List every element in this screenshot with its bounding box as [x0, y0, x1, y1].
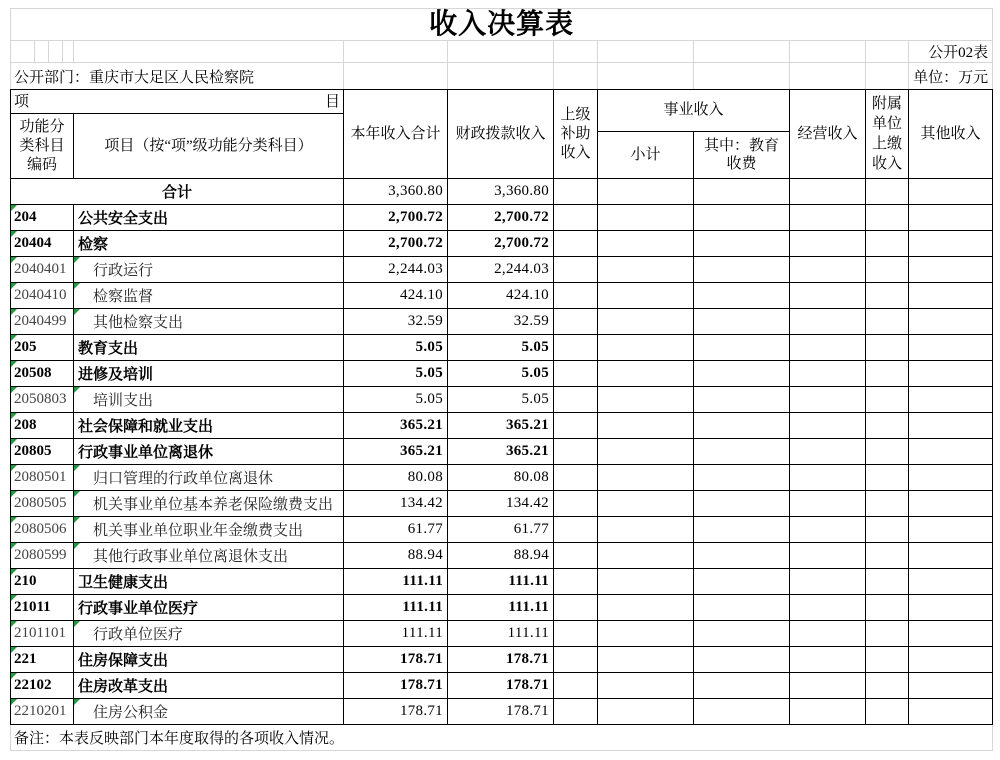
education-fee-cell	[694, 387, 790, 413]
table-row	[11, 283, 993, 309]
fiscal-income-cell: 2,244.03	[448, 257, 554, 283]
empty-grid-cell	[790, 41, 866, 63]
fiscal-income-cell: 111.11	[448, 595, 554, 621]
superior-subsidy-cell	[554, 491, 598, 517]
item-name-cell: 行政单位医疗	[74, 621, 344, 647]
item-name-cell: 其他检察支出	[74, 309, 344, 335]
item-name-cell: 其他行政事业单位离退休支出	[74, 543, 344, 569]
item-name-cell: 公共安全支出	[74, 205, 344, 231]
education-fee-header	[694, 132, 790, 179]
department-row	[11, 63, 993, 90]
item-header	[11, 90, 344, 114]
header-line: 其中：教育	[704, 138, 780, 154]
function-code-cell: 20404	[11, 231, 74, 257]
operating-income-cell	[790, 569, 866, 595]
superior-subsidy-cell	[554, 517, 598, 543]
empty-grid-cell	[11, 41, 35, 63]
business-subtotal-cell	[598, 491, 694, 517]
business-income-header: 事业收入	[598, 90, 790, 132]
other-income-cell	[909, 517, 993, 543]
table-row	[11, 673, 993, 699]
total-income-cell: 178.71	[344, 699, 448, 725]
function-code-cell: 20805	[11, 439, 74, 465]
operating-income-cell	[790, 179, 866, 205]
business-subtotal-cell	[598, 595, 694, 621]
business-subtotal-cell	[598, 205, 694, 231]
table-row	[11, 205, 993, 231]
table-row	[11, 465, 993, 491]
affiliated-payment-cell	[866, 491, 909, 517]
business-subtotal-cell	[598, 257, 694, 283]
function-code-cell: 2080501	[11, 465, 74, 491]
empty-grid-cell	[554, 63, 598, 90]
superior-subsidy-cell	[554, 387, 598, 413]
affiliated-payment-header	[866, 90, 909, 179]
table-row	[11, 361, 993, 387]
affiliated-payment-cell	[866, 283, 909, 309]
business-subtotal-cell	[598, 361, 694, 387]
other-income-cell	[909, 543, 993, 569]
fiscal-income-cell: 61.77	[448, 517, 554, 543]
total-income-sum: 3,360.80	[344, 179, 448, 205]
item-name-cell: 培训支出	[74, 387, 344, 413]
item-name-cell: 归口管理的行政单位离退休	[74, 465, 344, 491]
education-fee-cell	[694, 179, 790, 205]
function-code-cell: 2040499	[11, 309, 74, 335]
operating-income-cell	[790, 543, 866, 569]
affiliated-payment-cell	[866, 595, 909, 621]
empty-grid-cell	[790, 63, 866, 90]
education-fee-cell	[694, 699, 790, 725]
other-income-cell	[909, 335, 993, 361]
table-row	[11, 257, 993, 283]
fiscal-income-cell: 365.21	[448, 439, 554, 465]
fiscal-income-cell: 178.71	[448, 699, 554, 725]
function-code-cell: 2210201	[11, 699, 74, 725]
note-row	[11, 725, 993, 751]
empty-grid-cell	[866, 63, 909, 90]
total-income-cell: 424.10	[344, 283, 448, 309]
item-name-cell: 社会保障和就业支出	[74, 413, 344, 439]
fiscal-income-cell: 5.05	[448, 387, 554, 413]
education-fee-cell	[694, 491, 790, 517]
other-income-cell	[909, 231, 993, 257]
affiliated-payment-cell	[866, 231, 909, 257]
title-row	[11, 9, 993, 41]
education-fee-cell	[694, 621, 790, 647]
other-income-cell	[909, 595, 993, 621]
business-subtotal-cell	[598, 335, 694, 361]
total-income-cell: 365.21	[344, 413, 448, 439]
table-row	[11, 231, 993, 257]
education-fee-cell	[694, 283, 790, 309]
business-subtotal-cell	[598, 413, 694, 439]
empty-grid-cell	[74, 41, 344, 63]
total-income-cell: 32.59	[344, 309, 448, 335]
total-row	[11, 179, 993, 205]
superior-subsidy-cell	[554, 309, 598, 335]
business-subtotal-cell	[598, 179, 694, 205]
superior-subsidy-cell	[554, 543, 598, 569]
fiscal-income-cell: 5.05	[448, 361, 554, 387]
header-line: 类科目	[19, 137, 65, 154]
function-code-cell: 2080505	[11, 491, 74, 517]
affiliated-payment-cell	[866, 179, 909, 205]
affiliated-payment-cell	[866, 621, 909, 647]
item-name-cell: 机关事业单位职业年金缴费支出	[74, 517, 344, 543]
business-subtotal-header: 小计	[598, 132, 694, 179]
other-income-cell	[909, 309, 993, 335]
table-row	[11, 647, 993, 673]
other-income-cell	[909, 491, 993, 517]
education-fee-cell	[694, 361, 790, 387]
superior-subsidy-header	[554, 90, 598, 179]
total-income-cell: 2,700.72	[344, 231, 448, 257]
item-name-cell: 机关事业单位基本养老保险缴费支出	[74, 491, 344, 517]
header-line: 编码	[26, 156, 57, 173]
item-header-right: 目	[324, 93, 340, 110]
header-line: 单位	[872, 116, 903, 132]
other-income-header: 其他收入	[909, 90, 993, 179]
fiscal-income-cell: 5.05	[448, 335, 554, 361]
table-row	[11, 387, 993, 413]
superior-subsidy-cell	[554, 231, 598, 257]
business-subtotal-cell	[598, 543, 694, 569]
item-name-cell: 行政事业单位离退休	[74, 439, 344, 465]
business-subtotal-cell	[598, 309, 694, 335]
item-name-cell: 卫生健康支出	[74, 569, 344, 595]
other-income-cell	[909, 569, 993, 595]
total-income-cell: 80.08	[344, 465, 448, 491]
superior-subsidy-cell	[554, 413, 598, 439]
education-fee-cell	[694, 309, 790, 335]
operating-income-cell	[790, 283, 866, 309]
business-subtotal-cell	[598, 699, 694, 725]
total-income-cell: 111.11	[344, 569, 448, 595]
empty-grid-cell	[866, 41, 909, 63]
table-row	[11, 543, 993, 569]
operating-income-cell	[790, 647, 866, 673]
affiliated-payment-cell	[866, 387, 909, 413]
operating-income-cell	[790, 465, 866, 491]
education-fee-cell	[694, 335, 790, 361]
item-name-cell: 住房公积金	[74, 699, 344, 725]
total-income-cell: 178.71	[344, 673, 448, 699]
fiscal-income-cell: 32.59	[448, 309, 554, 335]
affiliated-payment-cell	[866, 517, 909, 543]
empty-grid-cell	[554, 41, 598, 63]
table-row	[11, 595, 993, 621]
function-code-cell: 204	[11, 205, 74, 231]
table-row	[11, 309, 993, 335]
total-income-cell: 88.94	[344, 543, 448, 569]
affiliated-payment-cell	[866, 569, 909, 595]
header-line: 收费	[726, 156, 757, 172]
other-income-cell	[909, 465, 993, 491]
fiscal-income-cell: 80.08	[448, 465, 554, 491]
total-income-header: 本年收入合计	[344, 90, 448, 179]
other-income-cell	[909, 205, 993, 231]
fiscal-income-header: 财政拨款收入	[448, 90, 554, 179]
operating-income-cell	[790, 257, 866, 283]
affiliated-payment-cell	[866, 465, 909, 491]
superior-subsidy-cell	[554, 621, 598, 647]
operating-income-cell	[790, 231, 866, 257]
operating-income-cell	[790, 673, 866, 699]
fiscal-income-cell: 134.42	[448, 491, 554, 517]
education-fee-cell	[694, 205, 790, 231]
empty-grid-cell	[448, 41, 554, 63]
header-line: 补助	[560, 125, 591, 142]
fiscal-income-cell: 365.21	[448, 413, 554, 439]
other-income-cell	[909, 699, 993, 725]
form-code-row	[11, 41, 993, 63]
education-fee-cell	[694, 257, 790, 283]
total-income-cell: 5.05	[344, 387, 448, 413]
function-code-cell: 210	[11, 569, 74, 595]
table-row	[11, 621, 993, 647]
superior-subsidy-cell	[554, 361, 598, 387]
affiliated-payment-cell	[866, 647, 909, 673]
total-income-cell: 111.11	[344, 621, 448, 647]
other-income-cell	[909, 673, 993, 699]
superior-subsidy-cell	[554, 439, 598, 465]
business-subtotal-cell	[598, 647, 694, 673]
fiscal-income-cell: 111.11	[448, 621, 554, 647]
business-subtotal-cell	[598, 387, 694, 413]
table-row	[11, 413, 993, 439]
other-income-cell	[909, 621, 993, 647]
empty-grid-cell	[35, 41, 49, 63]
business-subtotal-cell	[598, 439, 694, 465]
other-income-cell	[909, 647, 993, 673]
business-subtotal-cell	[598, 283, 694, 309]
affiliated-payment-cell	[866, 439, 909, 465]
item-name-cell: 住房保障支出	[74, 647, 344, 673]
empty-grid-cell	[344, 41, 448, 63]
other-income-cell	[909, 361, 993, 387]
other-income-cell	[909, 439, 993, 465]
empty-grid-cell	[63, 41, 74, 63]
function-code-cell: 221	[11, 647, 74, 673]
function-code-cell: 21011	[11, 595, 74, 621]
operating-income-header: 经营收入	[790, 90, 866, 179]
function-code-cell: 208	[11, 413, 74, 439]
function-code-cell: 2040410	[11, 283, 74, 309]
empty-grid-cell	[49, 41, 63, 63]
item-name-cell: 行政运行	[74, 257, 344, 283]
header-line: 上级	[560, 106, 591, 123]
empty-grid-cell	[598, 63, 694, 90]
education-fee-cell	[694, 543, 790, 569]
education-fee-cell	[694, 647, 790, 673]
affiliated-payment-cell	[866, 543, 909, 569]
superior-subsidy-cell	[554, 647, 598, 673]
education-fee-cell	[694, 465, 790, 491]
item-name-cell: 教育支出	[74, 335, 344, 361]
table-footer	[11, 725, 993, 751]
other-income-cell	[909, 179, 993, 205]
total-income-cell: 2,700.72	[344, 205, 448, 231]
table-body	[11, 179, 993, 725]
total-income-cell: 5.05	[344, 335, 448, 361]
operating-income-cell	[790, 439, 866, 465]
department-label: 公开部门：重庆市大足区人民检察院	[11, 63, 344, 90]
superior-subsidy-cell	[554, 595, 598, 621]
total-income-cell: 5.05	[344, 361, 448, 387]
item-name-cell: 行政事业单位医疗	[74, 595, 344, 621]
function-code-header	[11, 114, 74, 179]
empty-grid-cell	[694, 41, 790, 63]
header-line: 附属	[872, 96, 903, 112]
item-name-cell: 检察	[74, 231, 344, 257]
affiliated-payment-cell	[866, 205, 909, 231]
other-income-cell	[909, 413, 993, 439]
operating-income-cell	[790, 205, 866, 231]
header-line: 收入	[560, 144, 591, 161]
operating-income-cell	[790, 621, 866, 647]
table-header	[11, 90, 993, 179]
superior-subsidy-cell	[554, 465, 598, 491]
function-code-cell: 205	[11, 335, 74, 361]
item-name-cell: 住房改革支出	[74, 673, 344, 699]
education-fee-cell	[694, 517, 790, 543]
function-code-cell: 2080599	[11, 543, 74, 569]
table-row	[11, 491, 993, 517]
education-fee-cell	[694, 413, 790, 439]
function-code-cell: 2050803	[11, 387, 74, 413]
function-code-cell: 2040401	[11, 257, 74, 283]
function-code-cell: 22102	[11, 673, 74, 699]
total-income-cell: 365.21	[344, 439, 448, 465]
business-subtotal-cell	[598, 465, 694, 491]
fiscal-income-cell: 111.11	[448, 569, 554, 595]
item-header-labels	[11, 91, 343, 113]
operating-income-cell	[790, 491, 866, 517]
superior-subsidy-cell	[554, 335, 598, 361]
fiscal-income-cell: 424.10	[448, 283, 554, 309]
affiliated-payment-cell	[866, 335, 909, 361]
function-code-cell: 20508	[11, 361, 74, 387]
total-income-cell: 178.71	[344, 647, 448, 673]
operating-income-cell	[790, 413, 866, 439]
item-header-left: 项	[14, 93, 30, 110]
item-name-cell: 进修及培训	[74, 361, 344, 387]
operating-income-cell	[790, 335, 866, 361]
table-row	[11, 569, 993, 595]
affiliated-payment-cell	[866, 673, 909, 699]
total-income-cell: 111.11	[344, 595, 448, 621]
header-row	[11, 90, 993, 114]
education-fee-cell	[694, 231, 790, 257]
header-line: 收入	[872, 156, 903, 172]
affiliated-payment-cell	[866, 413, 909, 439]
table-row	[11, 439, 993, 465]
superior-subsidy-cell	[554, 205, 598, 231]
education-fee-cell	[694, 569, 790, 595]
sheet-heading	[10, 8, 993, 90]
fiscal-income-cell: 2,700.72	[448, 205, 554, 231]
business-subtotal-cell	[598, 231, 694, 257]
total-label: 合计	[11, 179, 344, 205]
empty-grid-cell	[344, 63, 448, 90]
operating-income-cell	[790, 361, 866, 387]
total-income-cell: 61.77	[344, 517, 448, 543]
empty-grid-cell	[448, 63, 554, 90]
total-income-cell: 2,244.03	[344, 257, 448, 283]
other-income-cell	[909, 283, 993, 309]
other-income-cell	[909, 387, 993, 413]
income-table	[10, 89, 993, 751]
empty-grid-cell	[694, 63, 790, 90]
fiscal-income-sum: 3,360.80	[448, 179, 554, 205]
operating-income-cell	[790, 517, 866, 543]
superior-subsidy-cell	[554, 283, 598, 309]
education-fee-cell	[694, 439, 790, 465]
superior-subsidy-cell	[554, 179, 598, 205]
report-title: 收入决算表	[11, 9, 993, 41]
header-line: 上缴	[872, 136, 903, 152]
table-row	[11, 517, 993, 543]
item-name-header: 项目（按“项”级功能分类科目）	[74, 114, 344, 179]
superior-subsidy-cell	[554, 673, 598, 699]
superior-subsidy-cell	[554, 569, 598, 595]
operating-income-cell	[790, 699, 866, 725]
affiliated-payment-cell	[866, 361, 909, 387]
superior-subsidy-cell	[554, 699, 598, 725]
other-income-cell	[909, 257, 993, 283]
item-name-cell: 检察监督	[74, 283, 344, 309]
affiliated-payment-cell	[866, 699, 909, 725]
unit-label: 单位：万元	[909, 63, 993, 90]
table-row	[11, 335, 993, 361]
affiliated-payment-cell	[866, 257, 909, 283]
business-subtotal-cell	[598, 673, 694, 699]
operating-income-cell	[790, 309, 866, 335]
operating-income-cell	[790, 387, 866, 413]
business-subtotal-cell	[598, 517, 694, 543]
fiscal-income-cell: 178.71	[448, 673, 554, 699]
affiliated-payment-cell	[866, 309, 909, 335]
empty-grid-cell	[598, 41, 694, 63]
fiscal-income-cell: 178.71	[448, 647, 554, 673]
function-code-cell: 2101101	[11, 621, 74, 647]
fiscal-income-cell: 2,700.72	[448, 231, 554, 257]
form-code: 公开02表	[909, 41, 993, 63]
education-fee-cell	[694, 673, 790, 699]
fiscal-income-cell: 88.94	[448, 543, 554, 569]
business-subtotal-cell	[598, 621, 694, 647]
function-code-cell: 2080506	[11, 517, 74, 543]
operating-income-cell	[790, 595, 866, 621]
superior-subsidy-cell	[554, 257, 598, 283]
education-fee-cell	[694, 595, 790, 621]
table-row	[11, 699, 993, 725]
table-note: 备注：本表反映部门本年度取得的各项收入情况。	[11, 725, 993, 751]
header-line: 功能分	[19, 118, 65, 135]
business-subtotal-cell	[598, 569, 694, 595]
total-income-cell: 134.42	[344, 491, 448, 517]
